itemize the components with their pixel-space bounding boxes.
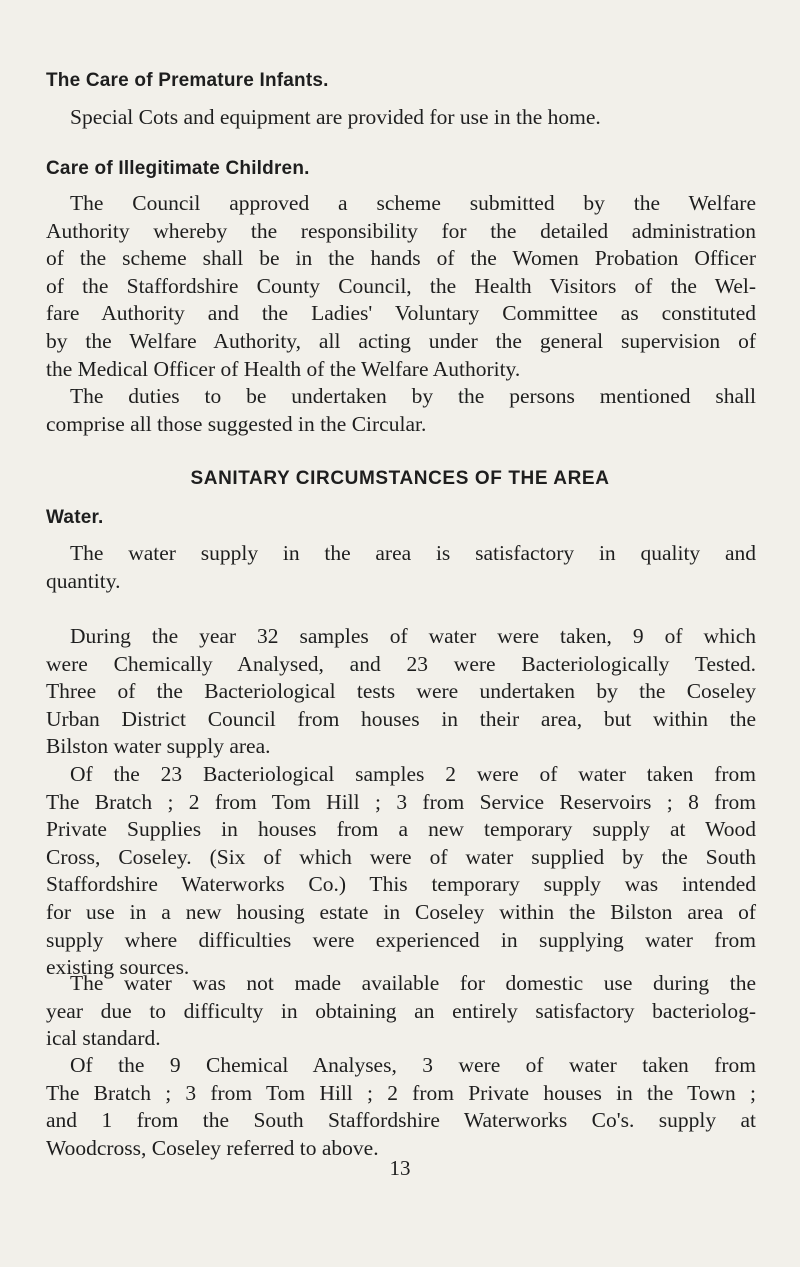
text-line: The water supply in the area is satisfactory in quality and [70, 541, 756, 565]
text-line: The Bratch ; 3 from Tom Hill ; 2 from Private houses in the Town ; [46, 1080, 756, 1105]
page-number: 13 [389, 1156, 411, 1180]
paragraph-water-samples [46, 623, 756, 761]
text-line: quantity. [46, 568, 121, 593]
text-line: During the year 32 samples of water were taken, 9 of which [70, 624, 756, 648]
text-line: Woodcross, Coseley referred to above. [46, 1135, 379, 1160]
text-line: Bilston water supply area. [46, 734, 271, 759]
text-line: Of the 23 Bacteriological samples 2 were of water taken from [70, 762, 756, 786]
text-line: and 1 from the South Staffordshire Waterworks Co's. supply at [46, 1108, 756, 1133]
text-line: supply where difficulties were experienced in supplying water from [46, 927, 756, 952]
text-line: Staffordshire Waterworks Co.) This temporary supply was intended [46, 872, 756, 897]
text-line: Special Cots and equipment are provided for use in the home. [70, 105, 601, 129]
text-line: Urban District Council from houses in their area, but within the [46, 706, 756, 731]
text-line: existing sources. [46, 955, 190, 980]
text-line: The Bratch ; 2 from Tom Hill ; 3 from Service Reservoirs ; 8 from [46, 789, 756, 814]
text-line: year due to difficulty in obtaining an entirely satisfactory bacteriolog- [46, 998, 756, 1023]
heading-sanitary-circumstances: SANITARY CIRCUMSTANCES OF THE AREA [190, 468, 610, 489]
paragraph-chemical-analyses [46, 1052, 756, 1162]
text-line: by the Welfare Authority, all acting under the general supervision of [46, 328, 756, 353]
text-line: Of the 9 Chemical Analyses, 3 were of water taken from [70, 1053, 756, 1077]
paragraph-water-supply [46, 540, 756, 595]
paragraph-bacteriological-samples [46, 761, 756, 982]
text-line: The duties to be undertaken by the persons mentioned shall [70, 384, 756, 408]
text-line: fare Authority and the Ladies' Voluntary Committee as constituted [46, 301, 756, 326]
paragraph-premature-infants [46, 104, 756, 132]
text-line: ical standard. [46, 1026, 161, 1051]
text-line: Authority whereby the responsibility for the detailed administration [46, 218, 756, 243]
heading-illegitimate-children: Care of Illegitimate Children. [46, 158, 310, 179]
text-line: the Medical Officer of Health of the Welfare Authority. [46, 356, 521, 381]
text-line: of the scheme shall be in the hands of the Women Probation Officer [46, 246, 756, 271]
text-line: Private Supplies in houses from a new temporary supply at Wood [46, 817, 756, 842]
text-line: for use in a new housing estate in Coseley within the Bilston area of [46, 899, 756, 924]
paragraph-illegitimate-duties [46, 383, 756, 438]
text-line: Cross, Coseley. (Six of which were of water supplied by the South [46, 844, 756, 869]
text-line: Three of the Bacteriological tests were undertaken by the Coseley [46, 679, 756, 704]
paragraph-domestic-use [46, 970, 756, 1053]
text-line: comprise all those suggested in the Circular. [46, 411, 427, 436]
text-line: were Chemically Analysed, and 23 were Bacteriologically Tested. [46, 651, 756, 676]
paragraph-illegitimate-scheme [46, 190, 756, 383]
text-line: The water was not made available for domestic use during the [70, 971, 756, 995]
heading-premature-infants: The Care of Premature Infants. [46, 70, 329, 91]
text-line: of the Staffordshire County Council, the Health Visitors of the Wel- [46, 273, 756, 298]
heading-water: Water. [46, 507, 104, 528]
text-line: The Council approved a scheme submitted by the Welfare [70, 191, 756, 215]
